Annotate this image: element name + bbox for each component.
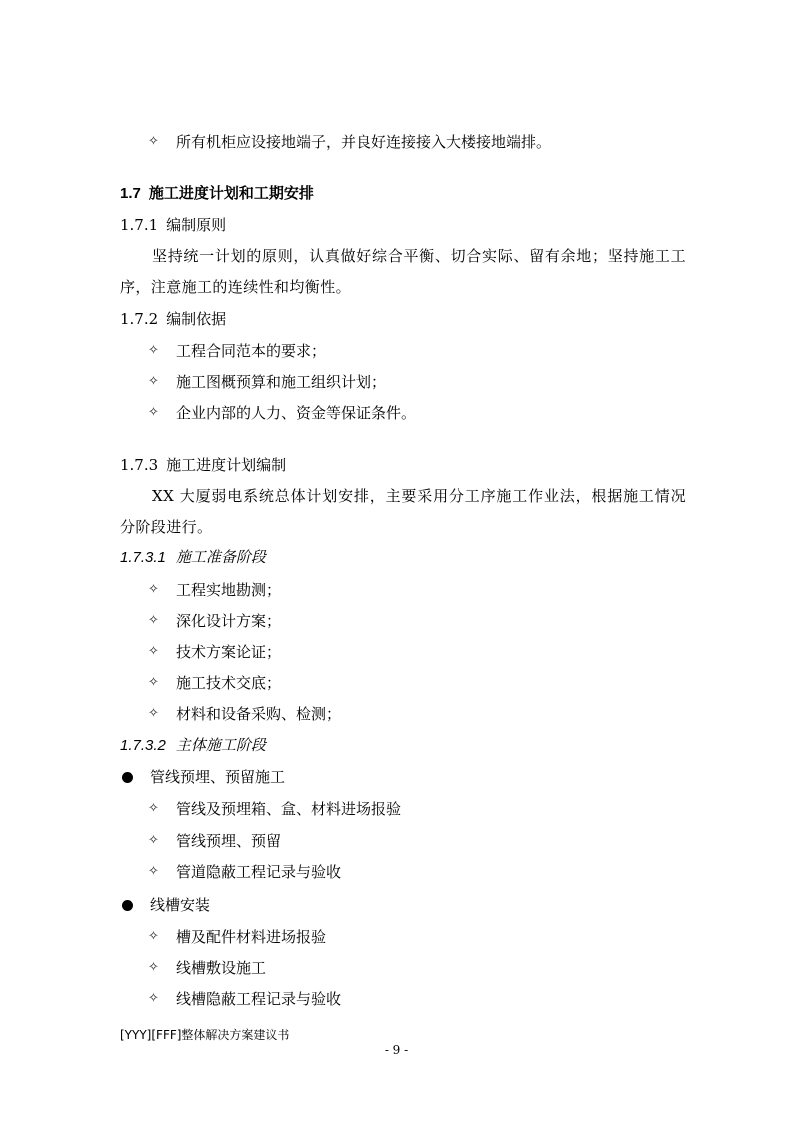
list-item-text: 槽及配件材料进场报验 [176,928,327,946]
list-item-text: 深化设计方案； [176,612,282,630]
subsubsection-heading [120,548,266,568]
list-item [148,403,416,423]
list-item [148,927,326,947]
diamond-bullet-icon: ✧ [148,613,159,628]
list-item-text: 管线预埋、预留 [176,832,282,850]
subsubsection-title: 主体施工阶段 [175,737,266,754]
subsection-title: 编制原则 [166,216,227,234]
list-item-text: 施工技术交底； [176,674,282,692]
subsubsection-title: 施工准备阶段 [175,549,266,566]
diamond-bullet-icon: ✧ [148,582,159,597]
filled-circle-bullet-icon [122,900,133,911]
subsection-title: 编制依据 [166,310,227,328]
bullet-group-heading [122,895,210,915]
list-item [148,831,281,851]
bullet-group-heading [122,767,285,787]
diamond-bullet-icon: ✧ [148,644,159,659]
section-heading [120,184,314,204]
diamond-bullet-icon: ✧ [148,929,159,944]
list-item-text: 管线及预埋箱、盒、材料进场报验 [176,800,402,818]
list-item-text: 施工图概预算和施工组织计划； [176,373,387,391]
subsubsection-number: 1.7.3.1 [120,549,166,566]
list-item [148,958,266,978]
section-number: 1.7 [120,185,141,202]
diamond-bullet-icon: ✧ [148,706,159,721]
subsection-number: 1.7.3 [120,456,159,474]
bullet-group-title: 线槽安装 [150,896,211,914]
list-item-text: 所有机柜应设接地端子，并良好连接接入大楼接地端排。 [176,133,552,151]
list-item-text: 工程实地勘测； [176,581,282,599]
list-item [148,611,281,631]
diamond-bullet-icon: ✧ [148,801,159,816]
diamond-bullet-icon: ✧ [148,960,159,975]
list-item [148,341,326,361]
diamond-bullet-icon: ✧ [148,833,159,848]
list-item [148,673,281,693]
diamond-bullet-icon: ✧ [148,405,159,420]
list-item [148,862,341,882]
subsection-heading [120,309,226,329]
list-item-text: 管道隐蔽工程记录与验收 [176,863,342,881]
bullet-group-title: 管线预埋、预留施工 [150,768,286,786]
list-item-text: 材料和设备采购、检测； [176,705,342,723]
page-number: - 9 - [384,1043,409,1057]
paragraph: XX 大厦弱电系统总体计划安排，主要采用分工序施工作业法，根据施工情况分阶段进行。 [120,487,686,536]
subsection-number: 1.7.2 [120,310,159,328]
diamond-bullet-icon: ✧ [148,134,159,149]
list-item [148,580,281,600]
list-item [148,132,551,152]
diamond-bullet-icon: ✧ [148,374,159,389]
subsection-title: 施工进度计划编制 [166,456,287,474]
list-item-text: 技术方案论证； [176,643,282,661]
footer-document-title: [YYY][FFF]整体解决方案建议书 [120,1028,290,1042]
list-item [148,642,281,662]
subsection-heading [120,455,286,475]
list-item-text: 线槽敷设施工 [176,959,267,977]
paragraph: 坚持统一计划的原则，认真做好综合平衡、切合实际、留有余地；坚持施工工序，注意施工的连续性和均衡性。 [120,247,686,296]
subsubsection-heading [120,736,266,756]
list-item-text: 工程合同范本的要求； [176,342,327,360]
subsubsection-number: 1.7.3.2 [120,737,166,754]
diamond-bullet-icon: ✧ [148,991,159,1006]
diamond-bullet-icon: ✧ [148,343,159,358]
list-item [148,704,341,724]
list-item [148,799,401,819]
list-item-text: 企业内部的人力、资金等保证条件。 [176,404,417,422]
section-title: 施工进度计划和工期安排 [148,185,314,202]
list-item [148,372,386,392]
subsection-number: 1.7.1 [120,216,159,234]
filled-circle-bullet-icon [122,772,133,783]
diamond-bullet-icon: ✧ [148,675,159,690]
diamond-bullet-icon: ✧ [148,864,159,879]
list-item [148,989,341,1009]
list-item-text: 线槽隐蔽工程记录与验收 [176,990,342,1008]
subsection-heading [120,215,226,235]
